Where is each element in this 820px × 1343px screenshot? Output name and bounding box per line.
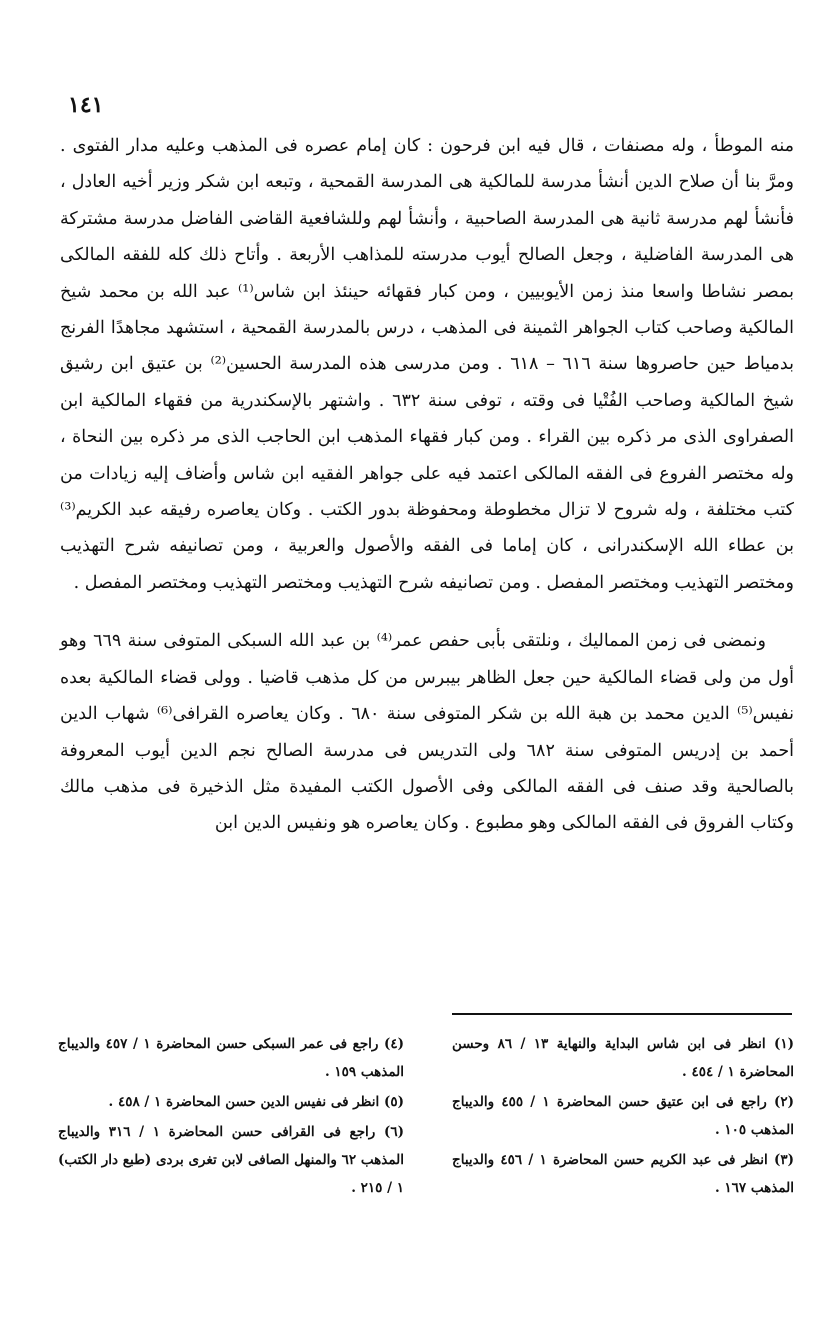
footnote-2: (٢) راجع فى ابن عتيق حسن المحاضرة ١ / ٤٥٥ والديباج المذهب ١٠٥ . bbox=[452, 1094, 794, 1138]
footnotes-left-column bbox=[58, 1030, 404, 1204]
footnote-6: (٦) راجع فى القرافى حسن المحاضرة ١ / ٣١٦ والديباج المذهب ٦٢ والمنهل الصافى لابن تغرى بردى (طبع دار الكتب) ١ / ٢١٥ . bbox=[58, 1124, 404, 1196]
footnote-divider bbox=[452, 1013, 792, 1015]
footnotes-right-column bbox=[452, 1030, 794, 1204]
paragraph-1: منه الموطأ ، وله مصنفات ، قال فيه ابن فرحون : كان إمام عصره فى المذهب وعليه مدار الفتوى . ومرَّ بنا أن صلاح الدين أنشأ مدرسة للمالكية هى المدرسة القمحية ، وتبعه ابن شكر وزير أخيه العادل ، فأنشأ لهم مدرسة ثانية هى المدرسة الصاحبية ، وأنشأ لهم وللشافعية القاضى الفاضل مدرسة مشتركة هى المدرسة الفاضلية ، وجعل الصالح أيوب مدرسته للمذاهب الأربعة . وأتاح ذلك كله للفقه المالكى بمصر نشاطا واسعا منذ زمن الأيوبيين ، ومن كبار فقهائه حينئذ ابن شاس⁽¹⁾ عبد الله بن محمد شيخ المالكية وصاحب كتاب الجواهر الثمينة فى المذهب ، درس بالمدرسة القمحية ، استشهد مجاهدًا الفرنج بدمياط حين حاصروها سنة ٦١٦ – ٦١٨ . ومن مدرسى هذه المدرسة الحسين⁽²⁾ بن عتيق ابن رشيق شيخ المالكية وصاحب الفُتْيا فى وقته ، توفى سنة ٦٣٢ . واشتهر بالإسكندرية من فقهاء المالكية ابن الصفراوى الذى مر ذكره بين القراء . ومن كبار فقهاء المذهب ابن الحاجب الذى مر ذكره بين النحاة ، وله مختصر الفروع فى الفقه المالكى اعتمد فيه على جواهر الفقيه ابن شاس وأضاف إليه زيادات من كتب مختلفة ، وله شروح لا تزال مخطوطة ومحفوظة بدور الكتب . وكان يعاصره رفيقه عبد الكريم⁽³⁾ بن عطاء الله الإسكندرانى ، كان إماما فى الفقه والأصول والعربية ، ومن تصانيفه شرح التهذيب ومختصر التهذيب ومختصر المفصل . ومن تصانيفه شرح التهذيب ومختصر التهذيب ومختصر المفصل . bbox=[60, 136, 795, 593]
paragraph-2: ونمضى فى زمن المماليك ، ونلتقى بأبى حفص عمر⁽⁴⁾ بن عبد الله السبكى المتوفى سنة ٦٦٩ وهو أول من ولى قضاء المالكية حين جعل الظاهر بيبرس من كل مذهب قاضيا . وولى قضاء المالكية بعده نفيس⁽⁵⁾ الدين محمد بن هبة الله بن شكر المتوفى سنة ٦٨٠ . وكان يعاصره القرافى⁽⁶⁾ شهاب الدين أحمد بن إدريس المتوفى سنة ٦٨٢ ولى التدريس فى مدرسة الصالح نجم الدين أيوب المعروفة بالصالحية وقد صنف فى الفقه المالكى وفى الأصول الكتب المفيدة مثل الذخيرة فى مذهب مالك وكتاب الفروق فى الفقه المالكى وهو مطبوع . وكان يعاصره هو ونفيس الدين ابن bbox=[60, 631, 794, 834]
main-text bbox=[60, 128, 794, 842]
footnote-1: (١) انظر فى ابن شاس البداية والنهاية ١٣ / ٨٦ وحسن المحاضرة ١ / ٤٥٤ . bbox=[452, 1036, 794, 1080]
footnote-3: (٣) انظر فى عبد الكريم حسن المحاضرة ١ / ٤٥٦ والديباج المذهب ١٦٧ . bbox=[452, 1152, 794, 1196]
page-number: ١٤١ bbox=[68, 92, 104, 118]
footnote-5: (٥) انظر فى نفيس الدين حسن المحاضرة ١ / ٤٥٨ . bbox=[108, 1094, 404, 1110]
footnote-4: (٤) راجع فى عمر السبكى حسن المحاضرة ١ / ٤٥٧ والديباج المذهب ١٥٩ . bbox=[58, 1036, 405, 1080]
